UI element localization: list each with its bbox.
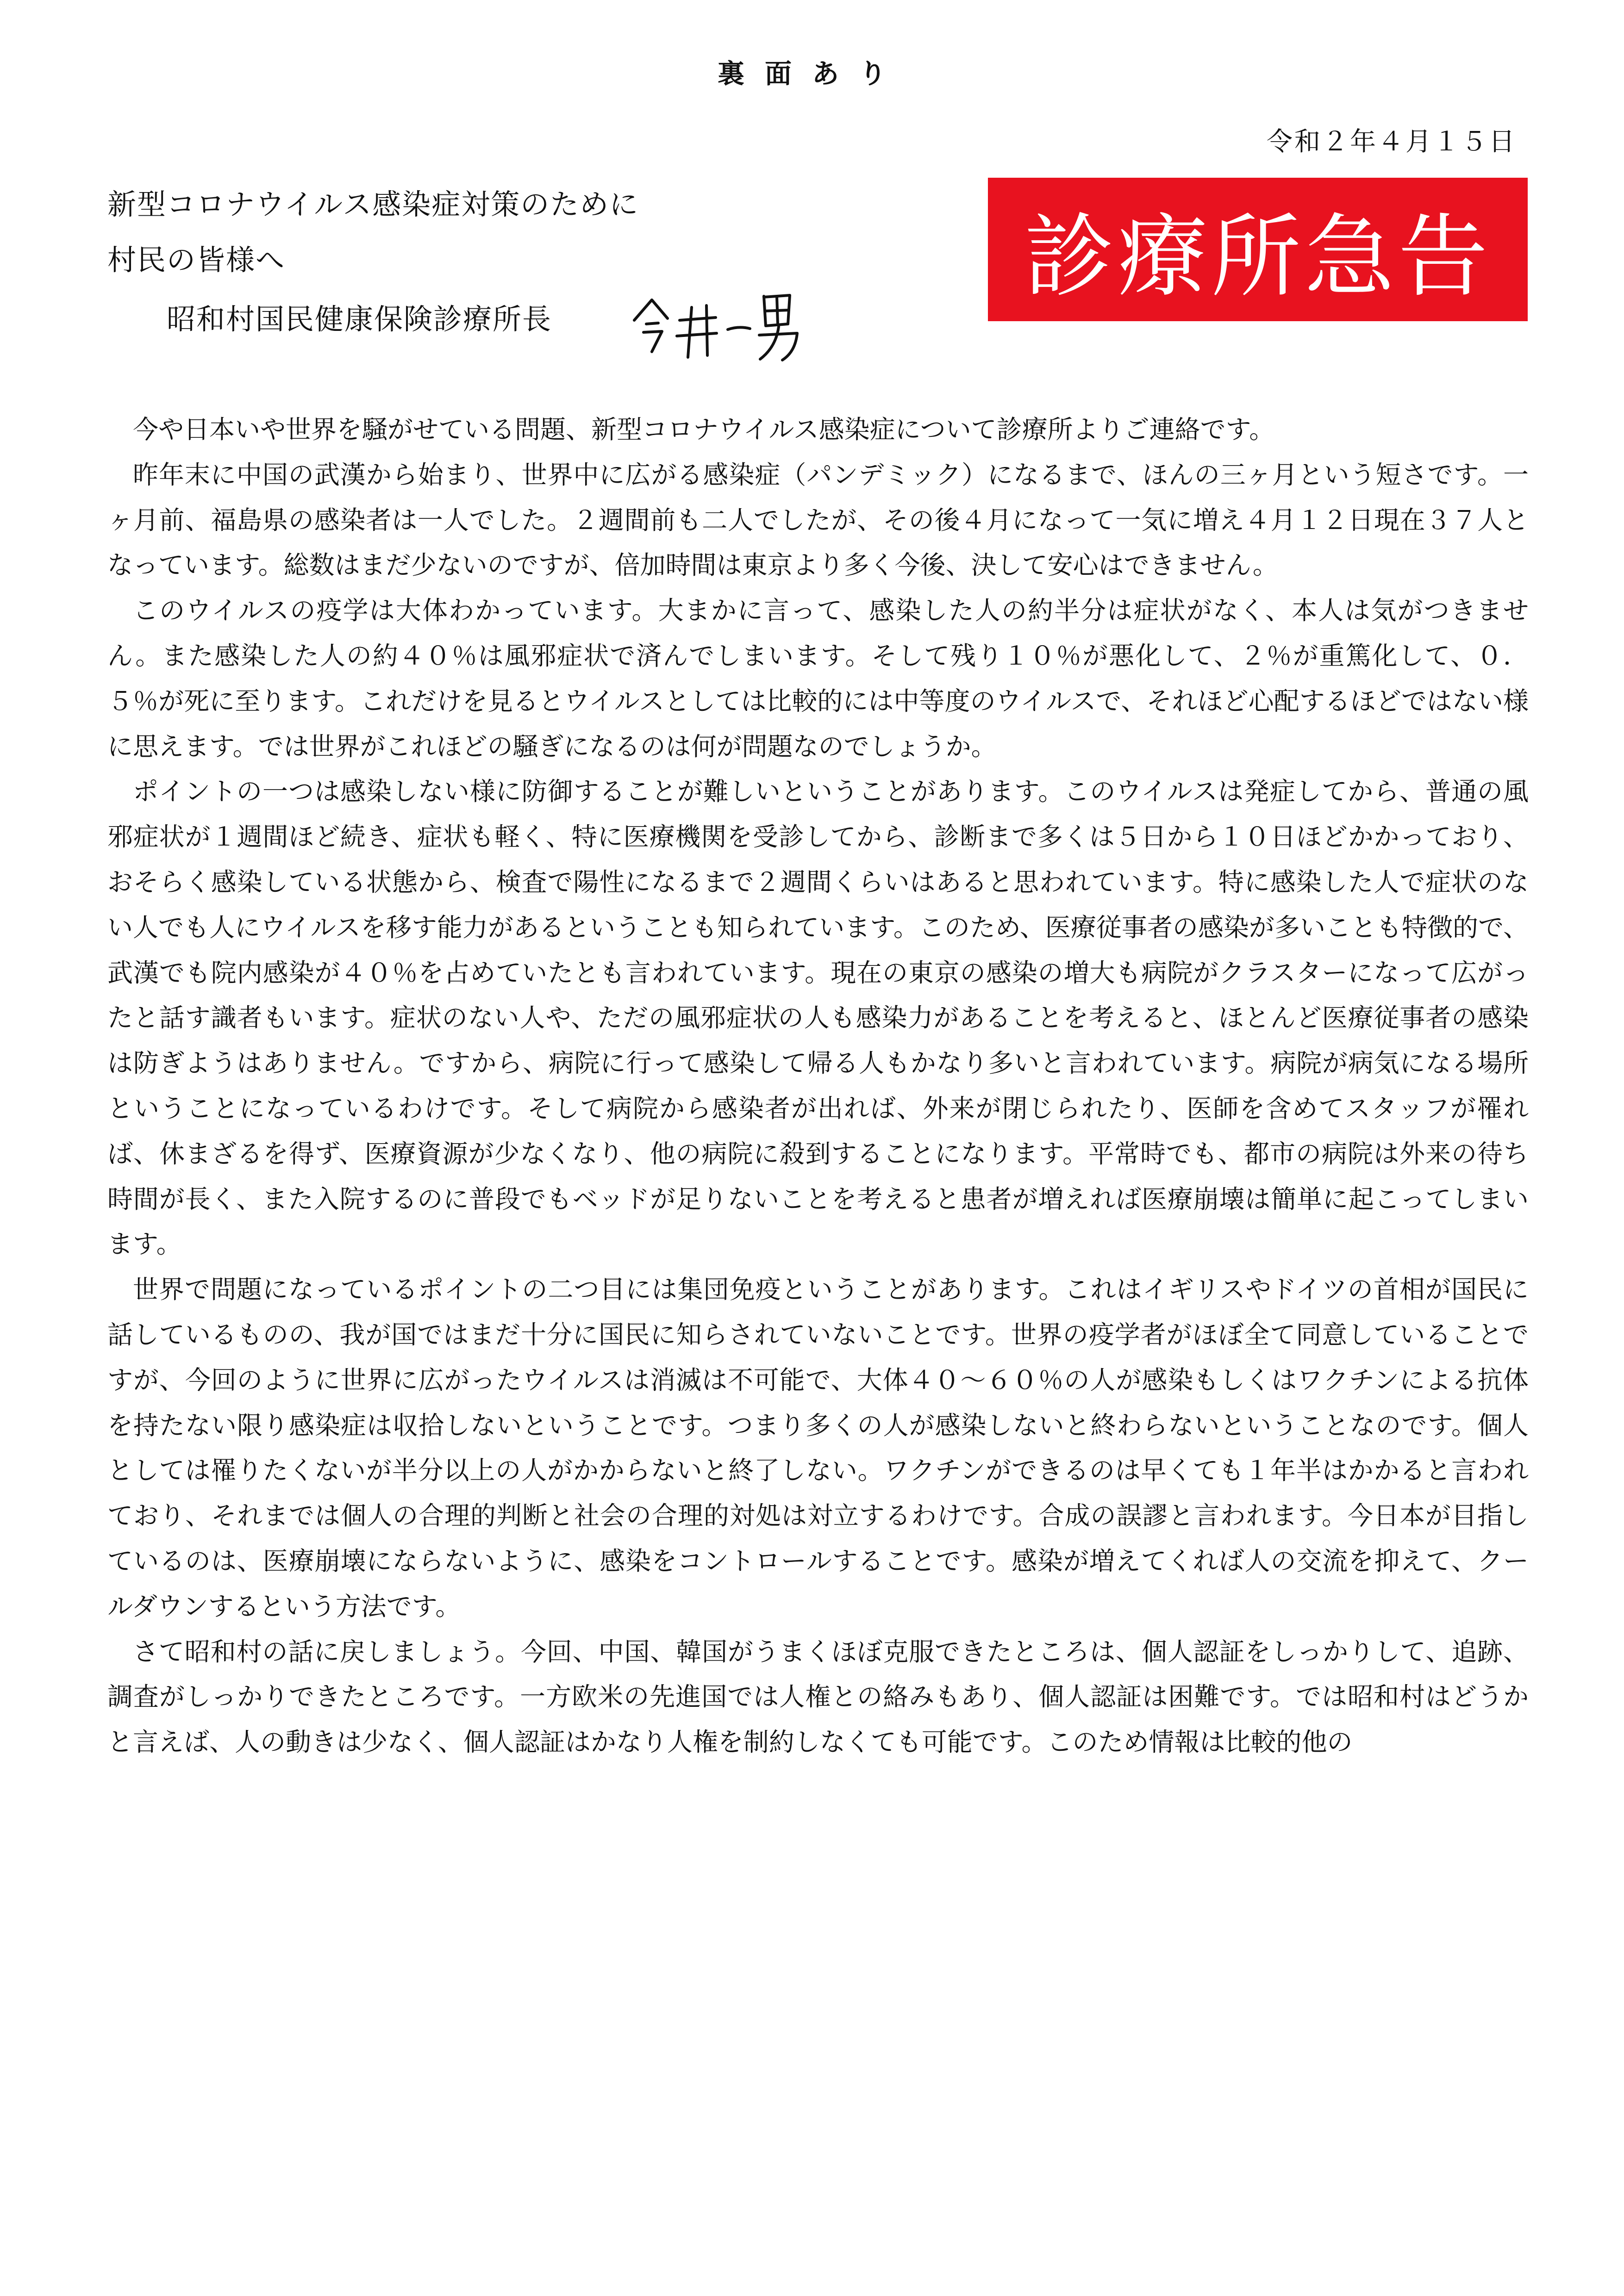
reverse-side-note: 裏面あり [717,58,906,89]
paragraph: 世界で問題になっているポイントの二つ目には集団免疫ということがあります。これはイギリスやドイツの首相が国民に話しているものの、我が国ではまだ十分に国民に知らされていないことです。世界の疫学者がほぼ全て同意していることですが、今回のように世界に広がったウイルスは消滅は不可能で、大体４０～６０％の人が感染もしくはワクチンによる抗体を持たない限り感染症は収拾しないということです。つまり多くの人が感染しないと終わらないということなのです。個人としては罹りたくないが半分以上の人がかからないと終了しない。ワクチンができるのは早くても１年半はかかると言われており、それまでは個人の合理的判断と社会の合理的対処は対立するわけです。合成の誤謬と言われます。今日本が目指しているのは、医療崩壊にならないように、感染をコントロールすることです。感染が増えてくれば人の交流を抑えて、クールダウンするという方法です。 [107,1275,1529,1621]
addressee-line: 村民の皆様へ [107,243,286,277]
paragraph: ポイントの一つは感染しない様に防御することが難しいということがあります。このウイルスは発症してから、普通の風邪症状が１週間ほど続き、症状も軽く、特に医療機関を受診してから、診断まで多くは５日から１０日ほどかかっており、おそらく感染している状態から、検査で陽性になるまで２週間くらいはあると思われています。特に感染した人で症状のない人でも人にウイルスを移す能力があるということも知られています。このため、医療従事者の感染が多いことも特徴的で、武漢でも院内感染が４０％を占めていたとも言われています。現在の東京の感染の増大も病院がクラスターになって広がったと話す識者もいます。症状のない人や、ただの風邪症状の人も感染力があることを考えると、ほとんど医療従事者の感染は防ぎようはありません。ですから、病院に行って感染して帰る人もかなり多いと言われています。病院が病気になる場所ということになっているわけです。そして病院から感染者が出れば、外来が閉じられたり、医師を含めてスタッフが罹れば、休まざるを得ず、医療資源が少なくなり、他の病院に殺到することになります。平常時でも、都市の病院は外来の待ち時間が長く、また入院するのに普段でもベッドが足りないことを考えると患者が増えれば医療崩壊は簡単に起こってしまいます。 [107,777,1529,1259]
issue-date: 令和２年４月１５日 [1267,127,1517,157]
subject-line-1: 新型コロナウイルス感染症対策のために [107,187,639,221]
paragraph: さて昭和村の話に戻しましょう。今回、中国、韓国がうまくほぼ克服できたところは、個人認証をしっかりして、追跡、調査がしっかりできたところです。一方欧米の先進国では人権との絡みもあり、個人認証は困難です。では昭和村はどうかと言えば、人の動きは少なく、個人認証はかなり人権を制約しなくても可能です。このため情報は比較的他の [107,1636,1529,1757]
handwritten-signature [625,278,819,370]
urgent-notice-banner [988,178,1528,321]
paragraph: 今や日本いや世界を騒がせている問題、新型コロナウイルス感染症について診療所よりご連絡です。 [133,415,1275,444]
paragraph: 昨年末に中国の武漢から始まり、世界中に広がる感染症（パンデミック）になるまで、ほんの三ヶ月という短さです。一ヶ月前、福島県の感染者は一人でした。２週間前も二人でしたが、その後４月になって一気に増え４月１２日現在３７人となっています。総数はまだ少ないのですが、倍加時間は東京より多く今後、決して安心はできません。 [107,460,1529,580]
notice-body [107,407,1529,1765]
sender-title: 昭和村国民健康保険診療所長 [167,302,552,336]
paragraph: このウイルスの疫学は大体わかっています。大まかに言って、感染した人の約半分は症状がなく、本人は気がつきません。また感染した人の約４０％は風邪症状で済んでしまいます。そして残り１０％が悪化して、２％が重篤化して、０．５％が死に至ります。これだけを見るとウイルスとしては比較的には中等度のウイルスで、それほど心配するほどではない様に思えます。では世界がこれほどの騒ぎになるのは何が問題なのでしょうか。 [107,596,1529,761]
urgent-notice-label: 診療所急告 [1024,205,1492,309]
